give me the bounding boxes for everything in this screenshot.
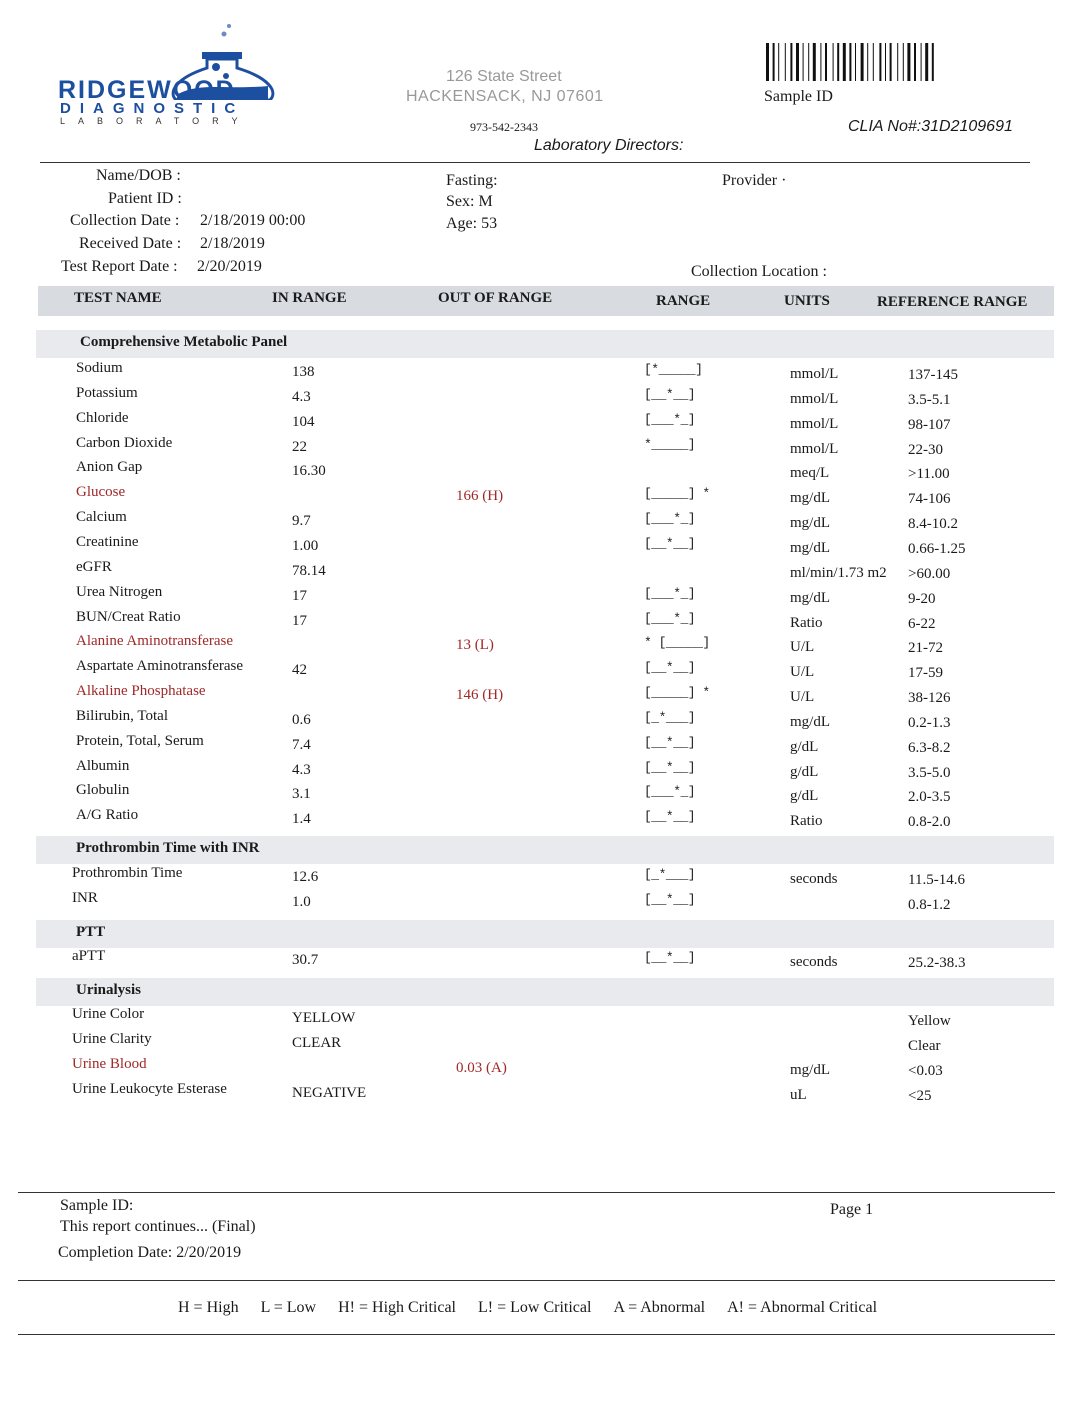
- legend-abnormal: A = Abnormal: [613, 1299, 706, 1316]
- units: g/dL: [790, 738, 819, 755]
- units: mmol/L: [790, 366, 839, 382]
- table-row: [0, 685, 1088, 709]
- sex-value: Sex: M: [446, 193, 493, 210]
- units: mg/dL: [790, 713, 830, 730]
- in-range-value: 1.4: [292, 811, 311, 828]
- units: mmol/L: [790, 390, 839, 407]
- reference-range: 38-126: [908, 690, 951, 707]
- table-row: [0, 362, 1088, 386]
- out-of-range-value: 146 (H): [456, 687, 504, 704]
- clia-number: CLIA No#:31D2109691: [848, 118, 1013, 135]
- test-name: Calcium: [76, 509, 127, 526]
- col-out-of-range: OUT OF RANGE: [438, 290, 553, 306]
- legend-high: H = High: [178, 1299, 239, 1316]
- col-in-range: IN RANGE: [272, 290, 347, 306]
- collection-location-label: Collection Location :: [691, 263, 827, 280]
- units: mg/dL: [790, 589, 830, 606]
- section-title: Urinalysis: [76, 982, 142, 998]
- reference-range: 11.5-14.6: [908, 872, 965, 888]
- section-title: Comprehensive Metabolic Panel: [80, 334, 288, 350]
- collection-date-label: Collection Date :: [70, 212, 180, 229]
- units: Ratio: [790, 614, 823, 631]
- table-row: [0, 1008, 1088, 1032]
- in-range-value: NEGATIVE: [292, 1085, 367, 1101]
- in-range-value: 7.4: [292, 736, 311, 753]
- footer-sample-id: Sample ID:: [60, 1197, 134, 1214]
- section-header: [36, 920, 1054, 948]
- table-row: [0, 867, 1088, 891]
- received-date-value: 2/18/2019: [200, 235, 265, 252]
- reference-range: 98-107: [908, 416, 951, 433]
- units: mg/dL: [790, 515, 830, 532]
- test-name: Globulin: [76, 782, 130, 799]
- reference-range: 9-20: [908, 590, 936, 607]
- reference-range: Yellow: [908, 1013, 951, 1029]
- reference-range: 0.66-1.25: [908, 540, 966, 557]
- table-row: [0, 809, 1088, 833]
- fasting-label: Fasting:: [446, 172, 498, 189]
- units: mg/dL: [790, 490, 830, 507]
- out-of-range-value: 166 (H): [456, 488, 504, 505]
- table-row: [0, 784, 1088, 808]
- table-row: [0, 757, 1088, 784]
- range-indicator: [*_____]: [644, 362, 703, 377]
- reference-range: >11.00: [908, 466, 950, 483]
- units: mg/dL: [790, 539, 830, 556]
- in-range-value: 42: [292, 662, 307, 679]
- range-indicator: [__*__]: [644, 950, 696, 965]
- range-indicator: [__*__]: [644, 892, 696, 907]
- table-row: [0, 1033, 1088, 1057]
- reference-range: 3.5-5.1: [908, 391, 951, 408]
- in-range-value: 30.7: [292, 952, 319, 968]
- range-indicator: [__*__]: [644, 386, 696, 402]
- logo-line2: DIAGNOSTIC: [60, 100, 245, 117]
- test-name: Aspartate Aminotransferase: [76, 658, 244, 675]
- units: mg/dL: [790, 1062, 830, 1078]
- range-indicator: [___*_]: [644, 511, 696, 527]
- range-indicator: [__*__]: [644, 734, 696, 750]
- in-range-value: 17: [292, 612, 307, 629]
- in-range-value: 4.3: [292, 761, 311, 778]
- reference-range: 137-145: [908, 367, 958, 383]
- range-indicator: [_____] *: [644, 486, 710, 502]
- test-name: eGFR: [76, 558, 112, 575]
- section-title: PTT: [76, 924, 106, 940]
- reference-range: 0.8-1.2: [908, 897, 951, 913]
- legend-abnormal-critical: A! = Abnormal Critical: [727, 1299, 878, 1316]
- col-range: RANGE: [656, 293, 711, 309]
- lab-directors: Laboratory Directors:: [534, 137, 684, 154]
- range-indicator: * [_____]: [644, 635, 710, 651]
- logo-line3: LABORATORY: [60, 116, 251, 126]
- reference-range: 8.4-10.2: [908, 516, 958, 533]
- table-row: [0, 461, 1088, 485]
- table-row: [0, 409, 1088, 436]
- age-value: Age: 53: [446, 215, 498, 232]
- table-row: [0, 950, 1088, 974]
- table-row: [0, 1083, 1088, 1107]
- table-row: [0, 660, 1088, 684]
- units: seconds: [790, 871, 838, 887]
- units: uL: [790, 1087, 807, 1103]
- lab-logo: [56, 20, 276, 130]
- reference-range: 6.3-8.2: [908, 739, 951, 756]
- sample-id-label: Sample ID: [764, 88, 833, 105]
- test-name: Alkaline Phosphatase: [76, 683, 206, 700]
- table-row: [0, 384, 1088, 411]
- test-name: Urine Color: [72, 1006, 145, 1022]
- units: mmol/L: [790, 440, 839, 457]
- range-indicator: [_*___]: [644, 709, 696, 725]
- table-row: [0, 1058, 1088, 1082]
- reference-range: 6-22: [908, 615, 936, 632]
- range-indicator: [___*_]: [644, 610, 696, 626]
- test-name: Anion Gap: [76, 459, 143, 476]
- reference-range: 21-72: [908, 640, 943, 657]
- units: U/L: [790, 664, 815, 681]
- report-date-label: Test Report Date :: [61, 258, 178, 275]
- table-row: [0, 732, 1088, 759]
- table-row: [0, 558, 1088, 585]
- test-name: Potassium: [76, 384, 138, 401]
- footer-continues: This report continues... (Final): [60, 1218, 256, 1235]
- footer-top-divider: [18, 1192, 1055, 1193]
- test-name: Sodium: [76, 360, 123, 376]
- test-name: Carbon Dioxide: [76, 434, 173, 451]
- reference-range: Clear: [908, 1038, 941, 1054]
- range-indicator: [___*_]: [644, 585, 696, 601]
- range-indicator: [__*__]: [644, 660, 696, 676]
- in-range-value: YELLOW: [292, 1010, 356, 1026]
- in-range-value: 17: [292, 587, 307, 604]
- reference-range: 0.2-1.3: [908, 714, 951, 731]
- table-row: [0, 892, 1088, 916]
- table-header-labels: [0, 290, 1088, 314]
- range-indicator: [__*__]: [644, 759, 696, 775]
- col-reference-range: REFERENCE RANGE: [877, 294, 1028, 310]
- units: g/dL: [790, 788, 819, 805]
- report-date-value: 2/20/2019: [197, 258, 262, 275]
- received-date-label: Received Date :: [79, 235, 182, 252]
- footer-bottom-divider: [18, 1334, 1055, 1335]
- range-indicator: [_____] *: [644, 685, 710, 701]
- address-line1: 126 State Street: [446, 68, 562, 85]
- reference-range: 3.5-5.0: [908, 764, 951, 781]
- table-row: [0, 511, 1088, 535]
- in-range-value: 22: [292, 438, 307, 455]
- units: U/L: [790, 639, 815, 656]
- out-of-range-value: 0.03 (A): [456, 1060, 507, 1076]
- reference-range: <0.03: [908, 1063, 943, 1079]
- reference-range: 17-59: [908, 665, 943, 682]
- legend-low-critical: L! = Low Critical: [478, 1299, 592, 1316]
- in-range-value: 0.6: [292, 711, 311, 728]
- test-name: Creatinine: [76, 533, 139, 550]
- test-name: Prothrombin Time: [72, 865, 183, 881]
- test-name: Alanine Aminotransferase: [76, 633, 234, 650]
- table-row: [0, 533, 1088, 560]
- in-range-value: 9.7: [292, 513, 311, 530]
- table-row: [0, 707, 1088, 734]
- table-row: [0, 486, 1088, 510]
- barcode: [764, 43, 1022, 83]
- range-indicator: [___*_]: [644, 784, 696, 800]
- in-range-value: 4.3: [292, 388, 311, 405]
- footer-completion-date: Completion Date: 2/20/2019: [58, 1244, 242, 1261]
- units: mmol/L: [790, 415, 839, 432]
- test-name: Urine Blood: [72, 1056, 147, 1072]
- test-name: Urea Nitrogen: [76, 583, 163, 600]
- range-indicator: [__*__]: [644, 809, 696, 825]
- reference-range: >60.00: [908, 565, 951, 582]
- test-name: INR: [72, 890, 98, 906]
- test-name: Glucose: [76, 484, 126, 501]
- out-of-range-value: 13 (L): [456, 637, 494, 654]
- test-name: Bilirubin, Total: [76, 707, 169, 724]
- table-row: [0, 434, 1088, 461]
- test-name: BUN/Creat Ratio: [76, 608, 181, 625]
- reference-range: 25.2-38.3: [908, 955, 966, 971]
- table-row: [0, 635, 1088, 659]
- reference-range: 22-30: [908, 441, 943, 458]
- test-name: aPTT: [72, 948, 106, 964]
- test-name: Albumin: [76, 757, 130, 774]
- range-indicator: [_*___]: [644, 867, 696, 882]
- flag-legend: [178, 1299, 877, 1317]
- range-indicator: [___*_]: [644, 411, 696, 427]
- range-indicator: *_____]: [644, 436, 696, 452]
- legend-low: L = Low: [260, 1299, 317, 1316]
- header-divider: [40, 162, 1030, 163]
- provider-label: Provider ·: [722, 172, 787, 189]
- test-name: Urine Leukocyte Esterase: [72, 1081, 227, 1097]
- in-range-value: 12.6: [292, 869, 319, 885]
- lab-phone: 973-542-2343: [470, 120, 538, 134]
- patient-id-label: Patient ID :: [108, 190, 182, 207]
- in-range-value: 1.00: [292, 537, 319, 554]
- in-range-value: 16.30: [292, 463, 326, 480]
- units: U/L: [790, 689, 815, 706]
- footer-mid-divider: [18, 1280, 1055, 1281]
- in-range-value: 1.0: [292, 894, 311, 910]
- test-name: A/G Ratio: [76, 807, 139, 824]
- units: Ratio: [790, 813, 823, 830]
- units: g/dL: [790, 763, 819, 780]
- test-name: Urine Clarity: [72, 1031, 152, 1047]
- section-header: [36, 978, 1054, 1006]
- reference-range: <25: [908, 1088, 932, 1104]
- range-indicator: [__*__]: [644, 535, 696, 551]
- units: ml/min/1.73 m2: [790, 564, 887, 581]
- collection-date-value: 2/18/2019 00:00: [200, 212, 306, 229]
- reference-range: 74-106: [908, 491, 951, 508]
- address-line2: HACKENSACK, NJ 07601: [406, 88, 604, 105]
- units: seconds: [790, 954, 838, 970]
- in-range-value: 104: [292, 413, 315, 430]
- section-title: Prothrombin Time with INR: [76, 840, 260, 856]
- test-name: Chloride: [76, 409, 129, 426]
- col-test-name: TEST NAME: [74, 290, 162, 306]
- section-header: [36, 330, 1054, 358]
- col-units: UNITS: [784, 293, 830, 309]
- name-dob-label: Name/DOB :: [96, 167, 181, 184]
- reference-range: 2.0-3.5: [908, 789, 951, 806]
- table-row: [0, 583, 1088, 610]
- section-header: [36, 836, 1054, 864]
- in-range-value: 78.14: [292, 562, 326, 579]
- in-range-value: CLEAR: [292, 1035, 342, 1051]
- test-name: Protein, Total, Serum: [76, 732, 204, 749]
- table-row: [0, 608, 1088, 635]
- in-range-value: 138: [292, 364, 315, 380]
- logo-line1: RIDGEWOOD: [58, 76, 236, 104]
- footer-page-number: Page 1: [830, 1201, 874, 1218]
- reference-range: 0.8-2.0: [908, 814, 951, 831]
- units: meq/L: [790, 465, 830, 482]
- in-range-value: 3.1: [292, 786, 311, 803]
- legend-high-critical: H! = High Critical: [338, 1299, 456, 1316]
